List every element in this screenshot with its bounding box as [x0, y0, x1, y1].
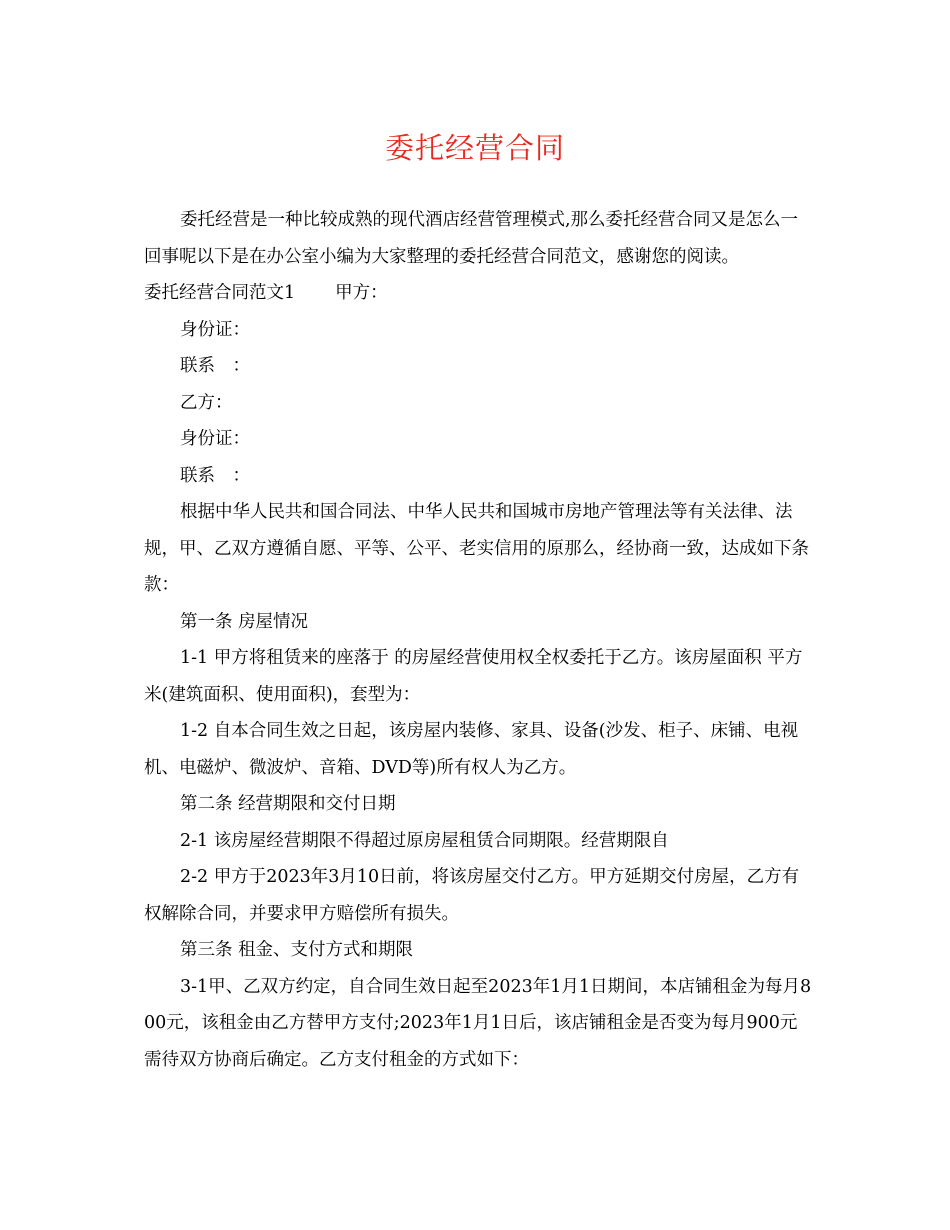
- party-a-id-field: 身份证：: [180, 319, 250, 340]
- clause-2-1: 2-1 该房屋经营期限不得超过原房屋租赁合同期限。经营期限自: [180, 830, 669, 851]
- party-b-contact-field: 联系 ：: [180, 465, 250, 486]
- party-a-contact-field: 联系 ：: [180, 356, 250, 376]
- clause-2-2: 2-2 甲方于2023年3月10日前，将该房屋交付乙方。甲方延期交付房屋，乙方有权解除合同，并要求甲方赔偿所有损失。: [144, 867, 800, 924]
- article-1-heading: 第一条 房屋情况: [180, 611, 309, 632]
- party-a-label: 甲方：: [335, 283, 388, 303]
- clause-1-1: 1-1 甲方将租赁来的座落于 的房屋经营使用权全权委托于乙方。该房屋面积 平方米(建筑面积、使用面积)，套型为：: [144, 648, 803, 705]
- article-3-heading: 第三条 租金、支付方式和期限: [180, 940, 414, 960]
- clause-3-1: 3-1甲、乙双方约定，自合同生效日起至2023年1月1日期间，本店铺租金为每月800元，该租金由乙方替甲方支付;2023年1月1日后，该店铺租金是否变为每月900元需待双方协商后确定。乙方支付租金的方式如下：: [144, 976, 812, 1070]
- sample-heading-line: [144, 275, 812, 312]
- document-title: 委托经营合同: [384, 131, 565, 165]
- intro-paragraph: 委托经营是一种比较成熟的现代酒店经营管理模式,那么委托经营合同又是怎么一回事呢以下是在办公室小编为大家整理的委托经营合同范文，感谢您的阅读。: [144, 210, 799, 267]
- party-b-label: 乙方：: [180, 392, 233, 413]
- preamble-paragraph: 根据中华人民共和国合同法、中华人民共和国城市房地产管理法等有关法律、法规，甲、乙双方遵循自愿、平等、公平、老实信用的原那么，经协商一致，达成如下条款：: [144, 502, 809, 595]
- clause-1-2: 1-2 自本合同生效之日起，该房屋内装修、家具、设备(沙发、柜子、床铺、电视机、电磁炉、微波炉、音箱、DVD等)所有权人为乙方。: [144, 721, 799, 778]
- sample-heading: 委托经营合同范文1: [144, 283, 296, 303]
- party-b-id-field: 身份证：: [180, 429, 250, 449]
- article-2-heading: 第二条 经营期限和交付日期: [180, 794, 396, 814]
- document-body: [144, 202, 812, 1078]
